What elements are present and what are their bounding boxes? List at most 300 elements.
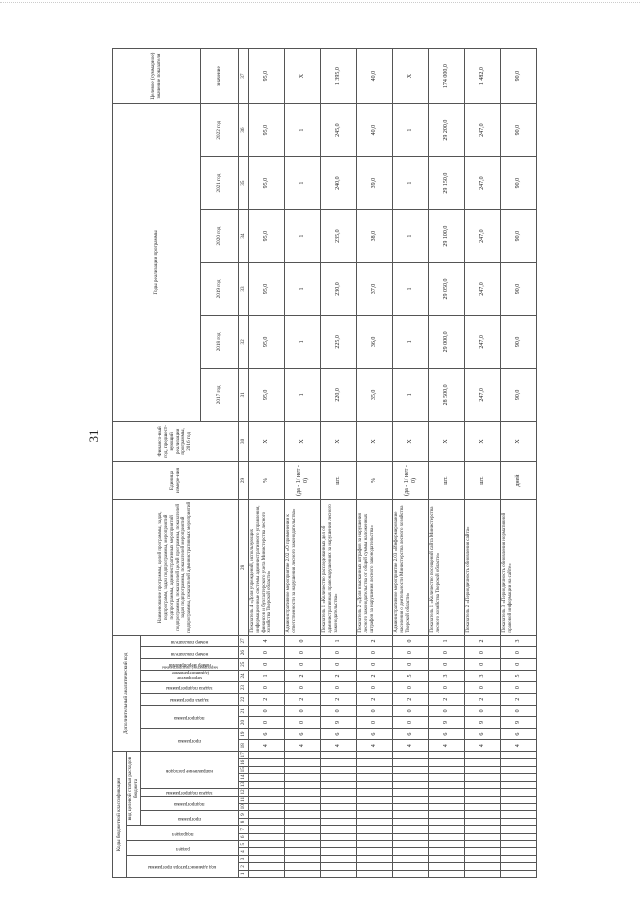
additional-code-digit: 0 (357, 705, 393, 717)
column-number: 12 (239, 789, 249, 796)
row-unit: % (357, 462, 393, 500)
page-number: 31 (86, 429, 101, 443)
additional-code-digit: 0 (285, 635, 321, 647)
budget-code-cell (285, 774, 321, 781)
column-number: 21 (239, 705, 249, 717)
row-year-value: 230,0 (321, 263, 357, 316)
additional-code-digit: 4 (285, 740, 321, 752)
budget-code-cell (465, 766, 501, 773)
budget-code-cell (465, 796, 501, 803)
additional-code-digit: 9 (501, 717, 537, 729)
budget-code-cell (321, 848, 357, 855)
budget-code-cell (321, 803, 357, 810)
row-year-value: 36,0 (357, 315, 393, 368)
budget-code-cell (429, 796, 465, 803)
budget-code-cell (393, 759, 429, 766)
column-number: 11 (239, 796, 249, 803)
row-unit: шт. (321, 462, 357, 500)
header-year-2021: 2021 год (201, 157, 239, 210)
row-unit: (да - 1/ нет - 0) (285, 462, 321, 500)
row-fin-year: Х (501, 421, 537, 461)
row-year-value: 90,0 (501, 315, 537, 368)
budget-code-cell (321, 752, 357, 759)
additional-code-digit: 2 (429, 693, 465, 705)
header-budget-codes: Коды бюджетной классификации (113, 752, 127, 878)
budget-code-cell (465, 774, 501, 781)
additional-code-digit: 3 (465, 670, 501, 682)
additional-code-digit: 0 (393, 635, 429, 647)
budget-code-cell (249, 826, 285, 833)
budget-code-cell (321, 789, 357, 796)
header-year-2020: 2020 год (201, 210, 239, 263)
additional-code-digit: 6 (429, 728, 465, 740)
row-year-value: 247,0 (465, 210, 501, 263)
additional-code-digit: 0 (249, 717, 285, 729)
column-number: 35 (239, 157, 249, 210)
budget-code-cell (501, 752, 537, 759)
additional-code-digit: 0 (285, 717, 321, 729)
header-addl-task-sub: задача подпрограммы (141, 682, 239, 694)
budget-code-cell (429, 833, 465, 840)
row-name: Показатель 2 «Периодичность обновления сайта» (465, 500, 501, 635)
table-row (465, 49, 501, 878)
budget-code-cell (393, 781, 429, 788)
column-number: 10 (239, 803, 249, 810)
row-fin-year: Х (249, 421, 285, 461)
row-name: Административное мероприятие 2.03 «Информирование населения о деятельности Министерства лесного хозяйства Тверской области» (393, 500, 429, 635)
additional-code-digit: 0 (321, 647, 357, 659)
budget-code-cell (357, 863, 393, 870)
row-target-value: Х (285, 49, 321, 104)
additional-code-digit: 0 (249, 682, 285, 694)
header-addl-hidden: номер показателя (141, 635, 239, 647)
row-year-value: 95,0 (249, 157, 285, 210)
budget-code-cell (321, 781, 357, 788)
additional-code-digit: 0 (501, 647, 537, 659)
row-year-value: 90,0 (501, 210, 537, 263)
header-name: Наименование программы, целей программы, задач, подпрограмм, задач подпрограммы, мероприятий подпрограммы, административных мероприятий подпрограммы, показателей целей программы, показателей задач подпрограммы, показателей мероприятий подпрограммы, показателей административных мероприятий (113, 500, 239, 635)
budget-code-cell (285, 848, 321, 855)
additional-code-digit: 6 (465, 728, 501, 740)
budget-code-cell (465, 752, 501, 759)
row-year-value: 1 (285, 368, 321, 421)
row-target-value: 1 482,0 (465, 49, 501, 104)
row-target-value: 174 000,0 (429, 49, 465, 104)
budget-code-cell (321, 840, 357, 847)
additional-code-digit: 4 (393, 740, 429, 752)
column-number: 33 (239, 263, 249, 316)
row-name: Показатель 1 «Количество посещений сайта Министерства лесного хозяйства Тверской области» (429, 500, 465, 635)
budget-code-cell (249, 789, 285, 796)
row-year-value: 247,0 (465, 157, 501, 210)
header-program: программа (141, 811, 239, 826)
scan-edge-noise (0, 2, 640, 7)
row-fin-year: Х (321, 421, 357, 461)
budget-code-cell (249, 752, 285, 759)
additional-code-digit: 6 (393, 728, 429, 740)
budget-code-cell (285, 766, 321, 773)
column-number: 32 (239, 315, 249, 368)
row-year-value: 245,0 (321, 104, 357, 157)
budget-code-cell (249, 766, 285, 773)
budget-code-cell (501, 840, 537, 847)
column-number: 4 (239, 848, 249, 855)
budget-code-cell (465, 789, 501, 796)
budget-code-cell (465, 863, 501, 870)
additional-code-digit: 0 (393, 705, 429, 717)
budget-code-cell (249, 870, 285, 877)
row-target-value: 1 395,0 (321, 49, 357, 104)
budget-code-cell (429, 855, 465, 862)
budget-code-cell (429, 789, 465, 796)
budget-code-cell (429, 781, 465, 788)
additional-code-digit: 6 (285, 728, 321, 740)
header-expenditure-types: вид целевой статьи расходов бюджета (127, 752, 141, 826)
row-unit: шт. (465, 462, 501, 500)
budget-code-cell (501, 855, 537, 862)
row-year-value: 90,0 (501, 263, 537, 316)
additional-code-digit: 6 (249, 728, 285, 740)
table-row (429, 49, 465, 878)
budget-code-cell (357, 766, 393, 773)
additional-code-digit: 0 (321, 705, 357, 717)
budget-code-cell (429, 863, 465, 870)
row-unit: шт. (429, 462, 465, 500)
additional-code-digit: 0 (501, 682, 537, 694)
additional-code-digit: 4 (321, 740, 357, 752)
column-number: 34 (239, 210, 249, 263)
row-year-value: 95,0 (249, 368, 285, 421)
budget-code-cell (321, 870, 357, 877)
table-row (357, 49, 393, 878)
column-number: 24 (239, 670, 249, 682)
table-row (393, 49, 429, 878)
budget-code-cell (357, 752, 393, 759)
budget-code-cell (357, 818, 393, 825)
additional-code-digit: 0 (465, 682, 501, 694)
row-year-value: 247,0 (465, 315, 501, 368)
budget-code-cell (285, 789, 321, 796)
row-year-value: 1 (285, 315, 321, 368)
budget-code-cell (249, 774, 285, 781)
row-year-value: 247,0 (465, 368, 501, 421)
budget-code-cell (393, 752, 429, 759)
row-year-value: 29 200,0 (429, 104, 465, 157)
budget-code-cell (429, 803, 465, 810)
additional-code-digit: 0 (357, 658, 393, 670)
budget-code-cell (249, 811, 285, 818)
column-number: 14 (239, 774, 249, 781)
additional-code-digit: 3 (429, 670, 465, 682)
header-direction: направление расходов (141, 752, 239, 789)
budget-code-cell (393, 870, 429, 877)
row-year-value: 95,0 (249, 210, 285, 263)
row-unit: дней (501, 462, 537, 500)
row-year-value: 95,0 (249, 104, 285, 157)
budget-code-cell (465, 840, 501, 847)
column-number: 36 (239, 104, 249, 157)
budget-code-cell (429, 811, 465, 818)
budget-code-cell (249, 855, 285, 862)
additional-code-digit: 0 (357, 647, 393, 659)
budget-code-cell (393, 833, 429, 840)
budget-code-cell (249, 833, 285, 840)
additional-code-digit: 0 (465, 658, 501, 670)
row-year-value: 1 (393, 157, 429, 210)
budget-code-cell (393, 840, 429, 847)
budget-code-cell (501, 870, 537, 877)
row-year-value: 1 (285, 210, 321, 263)
additional-code-digit: 2 (357, 693, 393, 705)
header-target: Целевое (суммарное) значение показателя (113, 49, 201, 104)
column-number: 3 (239, 855, 249, 862)
additional-code-digit: 1 (321, 635, 357, 647)
additional-code-digit: 0 (357, 682, 393, 694)
column-number: 19 (239, 728, 249, 740)
row-year-value: 28 500,0 (429, 368, 465, 421)
additional-code-digit: 4 (501, 740, 537, 752)
header-fin-year: Финансо-вый год, предшест-вующий реализации программы, 2016 год (113, 421, 239, 461)
budget-code-cell (393, 803, 429, 810)
additional-code-digit: 0 (501, 705, 537, 717)
additional-code-digit: 2 (285, 693, 321, 705)
additional-code-digit: 2 (285, 670, 321, 682)
row-year-value: 1 (393, 104, 429, 157)
additional-code-digit: 0 (429, 658, 465, 670)
budget-code-cell (465, 855, 501, 862)
budget-code-cell (249, 840, 285, 847)
header-section: раздел (127, 840, 239, 855)
header-addl-indicator: номер показателя (141, 647, 239, 659)
budget-code-cell (501, 811, 537, 818)
row-year-value: 1 (285, 104, 321, 157)
row-fin-year: Х (429, 421, 465, 461)
budget-code-cell (321, 863, 357, 870)
row-year-value: 1 (285, 157, 321, 210)
budget-code-cell (285, 863, 321, 870)
budget-code-cell (429, 840, 465, 847)
row-name: Административное мероприятие 2.02 «О применении к ответственности за нарушения лесного законодательства» (285, 500, 321, 635)
additional-code-digit: 2 (321, 693, 357, 705)
column-number: 30 (239, 421, 249, 461)
header-unit: Единица измере-ния (113, 462, 239, 500)
column-number: 13 (239, 781, 249, 788)
additional-code-digit: 0 (285, 658, 321, 670)
budget-code-cell (393, 848, 429, 855)
row-year-value: 35,0 (357, 368, 393, 421)
row-name: Показатель 3 «Периодичность обновления нормативной правовой информации на сайте» (501, 500, 537, 635)
row-fin-year: Х (285, 421, 321, 461)
header-years-group: Годы реализации программы (113, 104, 201, 422)
row-target-value: 40,0 (357, 49, 393, 104)
header-year-2019: 2019 год (201, 263, 239, 316)
budget-code-cell (249, 818, 285, 825)
budget-code-cell (429, 848, 465, 855)
row-year-value: 37,0 (357, 263, 393, 316)
column-number: 8 (239, 818, 249, 825)
row-fin-year: Х (465, 421, 501, 461)
additional-code-digit: 6 (321, 728, 357, 740)
budget-code-cell (501, 818, 537, 825)
additional-code-digit: 2 (321, 670, 357, 682)
additional-code-digit: 0 (321, 682, 357, 694)
budget-code-cell (357, 759, 393, 766)
row-year-value: 1 (285, 263, 321, 316)
column-number: 20 (239, 717, 249, 729)
budget-code-cell (249, 759, 285, 766)
budget-code-cell (285, 833, 321, 840)
budget-code-cell (321, 818, 357, 825)
row-year-value: 240,0 (321, 157, 357, 210)
additional-code-digit: 0 (393, 647, 429, 659)
column-number: 22 (239, 693, 249, 705)
column-number: 26 (239, 647, 249, 659)
additional-code-digit: 0 (465, 705, 501, 717)
header-year-2017: 2017 год (201, 368, 239, 421)
row-year-value: 29 100,0 (429, 210, 465, 263)
row-unit: (да - 1/ нет - 0) (393, 462, 429, 500)
additional-code-digit: 2 (465, 693, 501, 705)
budget-code-cell (285, 870, 321, 877)
row-year-value: 235,0 (321, 210, 357, 263)
additional-code-digit: 3 (501, 635, 537, 647)
additional-code-digit: 0 (429, 682, 465, 694)
additional-code-digit: 0 (429, 705, 465, 717)
column-number: 2 (239, 863, 249, 870)
additional-code-digit: 0 (285, 705, 321, 717)
budget-code-cell (429, 774, 465, 781)
row-year-value: 225,0 (321, 315, 357, 368)
additional-code-digit: 1 (249, 670, 285, 682)
budget-code-cell (465, 870, 501, 877)
additional-code-digit: 9 (429, 717, 465, 729)
budget-code-cell (465, 759, 501, 766)
budget-code-cell (393, 855, 429, 862)
row-year-value: 95,0 (249, 315, 285, 368)
row-year-value: 40,0 (357, 104, 393, 157)
budget-code-cell (501, 826, 537, 833)
budget-code-cell (249, 848, 285, 855)
column-number: 23 (239, 682, 249, 694)
budget-code-cell (357, 840, 393, 847)
header-code-admin: код администратора программы (127, 855, 239, 877)
budget-code-cell (321, 833, 357, 840)
budget-code-cell (321, 766, 357, 773)
column-number: 18 (239, 740, 249, 752)
column-number: 28 (239, 500, 249, 635)
budget-code-cell (429, 766, 465, 773)
budget-code-cell (285, 759, 321, 766)
additional-code-digit: 9 (465, 717, 501, 729)
budget-code-cell (285, 855, 321, 862)
row-year-value: 95,0 (249, 263, 285, 316)
additional-code-digit: 0 (393, 717, 429, 729)
row-name: Показатель 1 «Количество расследованных дел об административных правонарушениях за нарушения лесного законодательства» (321, 500, 357, 635)
budget-code-cell (501, 789, 537, 796)
program-indicators-table (112, 48, 537, 878)
header-subprogram: подпрограмма (141, 796, 239, 811)
budget-code-cell (285, 803, 321, 810)
row-year-value: 29 150,0 (429, 157, 465, 210)
budget-code-cell (393, 774, 429, 781)
additional-code-digit: 4 (465, 740, 501, 752)
budget-code-cell (429, 818, 465, 825)
additional-code-digit: 2 (501, 693, 537, 705)
additional-code-digit: 2 (249, 693, 285, 705)
additional-code-digit: 4 (429, 740, 465, 752)
additional-code-digit: 0 (249, 658, 285, 670)
additional-code-digit: 4 (357, 740, 393, 752)
additional-code-digit: 2 (465, 635, 501, 647)
budget-code-cell (393, 811, 429, 818)
column-number: 31 (239, 368, 249, 421)
rotated-table-wrapper (112, 48, 536, 878)
budget-code-cell (357, 811, 393, 818)
header-addl-task: задача программы (141, 693, 239, 705)
budget-code-cell (321, 855, 357, 862)
additional-code-digit: 6 (501, 728, 537, 740)
row-fin-year: Х (357, 421, 393, 461)
budget-code-cell (357, 774, 393, 781)
additional-code-digit: 0 (249, 647, 285, 659)
row-year-value: 90,0 (501, 157, 537, 210)
budget-code-cell (465, 826, 501, 833)
additional-code-digit: 0 (357, 717, 393, 729)
budget-code-cell (429, 870, 465, 877)
additional-code-digit: 0 (321, 658, 357, 670)
budget-code-cell (357, 855, 393, 862)
row-year-value: 90,0 (501, 104, 537, 157)
additional-code-digit: 0 (465, 647, 501, 659)
additional-code-digit: 0 (249, 705, 285, 717)
header-year-2022: 2022 год (201, 104, 239, 157)
row-target-value: 95,0 (249, 49, 285, 104)
budget-code-cell (393, 796, 429, 803)
additional-code-digit: 5 (501, 670, 537, 682)
column-number: 16 (239, 759, 249, 766)
budget-code-cell (465, 781, 501, 788)
budget-code-cell (285, 796, 321, 803)
budget-code-cell (285, 818, 321, 825)
column-number-row (239, 49, 249, 878)
budget-code-cell (249, 863, 285, 870)
additional-code-digit: 0 (393, 658, 429, 670)
row-name: Показатель 2 «Доля взысканных штрафов за нарушения лесного законодательства от общей суммы наложенных штрафов за нарушения лесного законодательства» (357, 500, 393, 635)
budget-code-cell (465, 848, 501, 855)
row-year-value: 247,0 (465, 104, 501, 157)
row-year-value: 220,0 (321, 368, 357, 421)
row-year-value: 38,0 (357, 210, 393, 263)
header-addl-num: номер мероприятия (141, 658, 239, 670)
budget-code-cell (501, 848, 537, 855)
header-year-2018: 2018 год (201, 315, 239, 368)
column-number: 6 (239, 833, 249, 840)
budget-code-cell (321, 796, 357, 803)
budget-code-cell (321, 759, 357, 766)
additional-code-digit: 0 (429, 647, 465, 659)
table-row (501, 49, 537, 878)
budget-code-cell (501, 863, 537, 870)
budget-code-cell (465, 833, 501, 840)
column-number: 27 (239, 635, 249, 647)
budget-code-cell (393, 766, 429, 773)
budget-code-cell (393, 818, 429, 825)
budget-code-cell (357, 826, 393, 833)
budget-code-cell (465, 818, 501, 825)
budget-code-cell (357, 781, 393, 788)
row-year-value: 39,0 (357, 157, 393, 210)
budget-code-cell (321, 811, 357, 818)
